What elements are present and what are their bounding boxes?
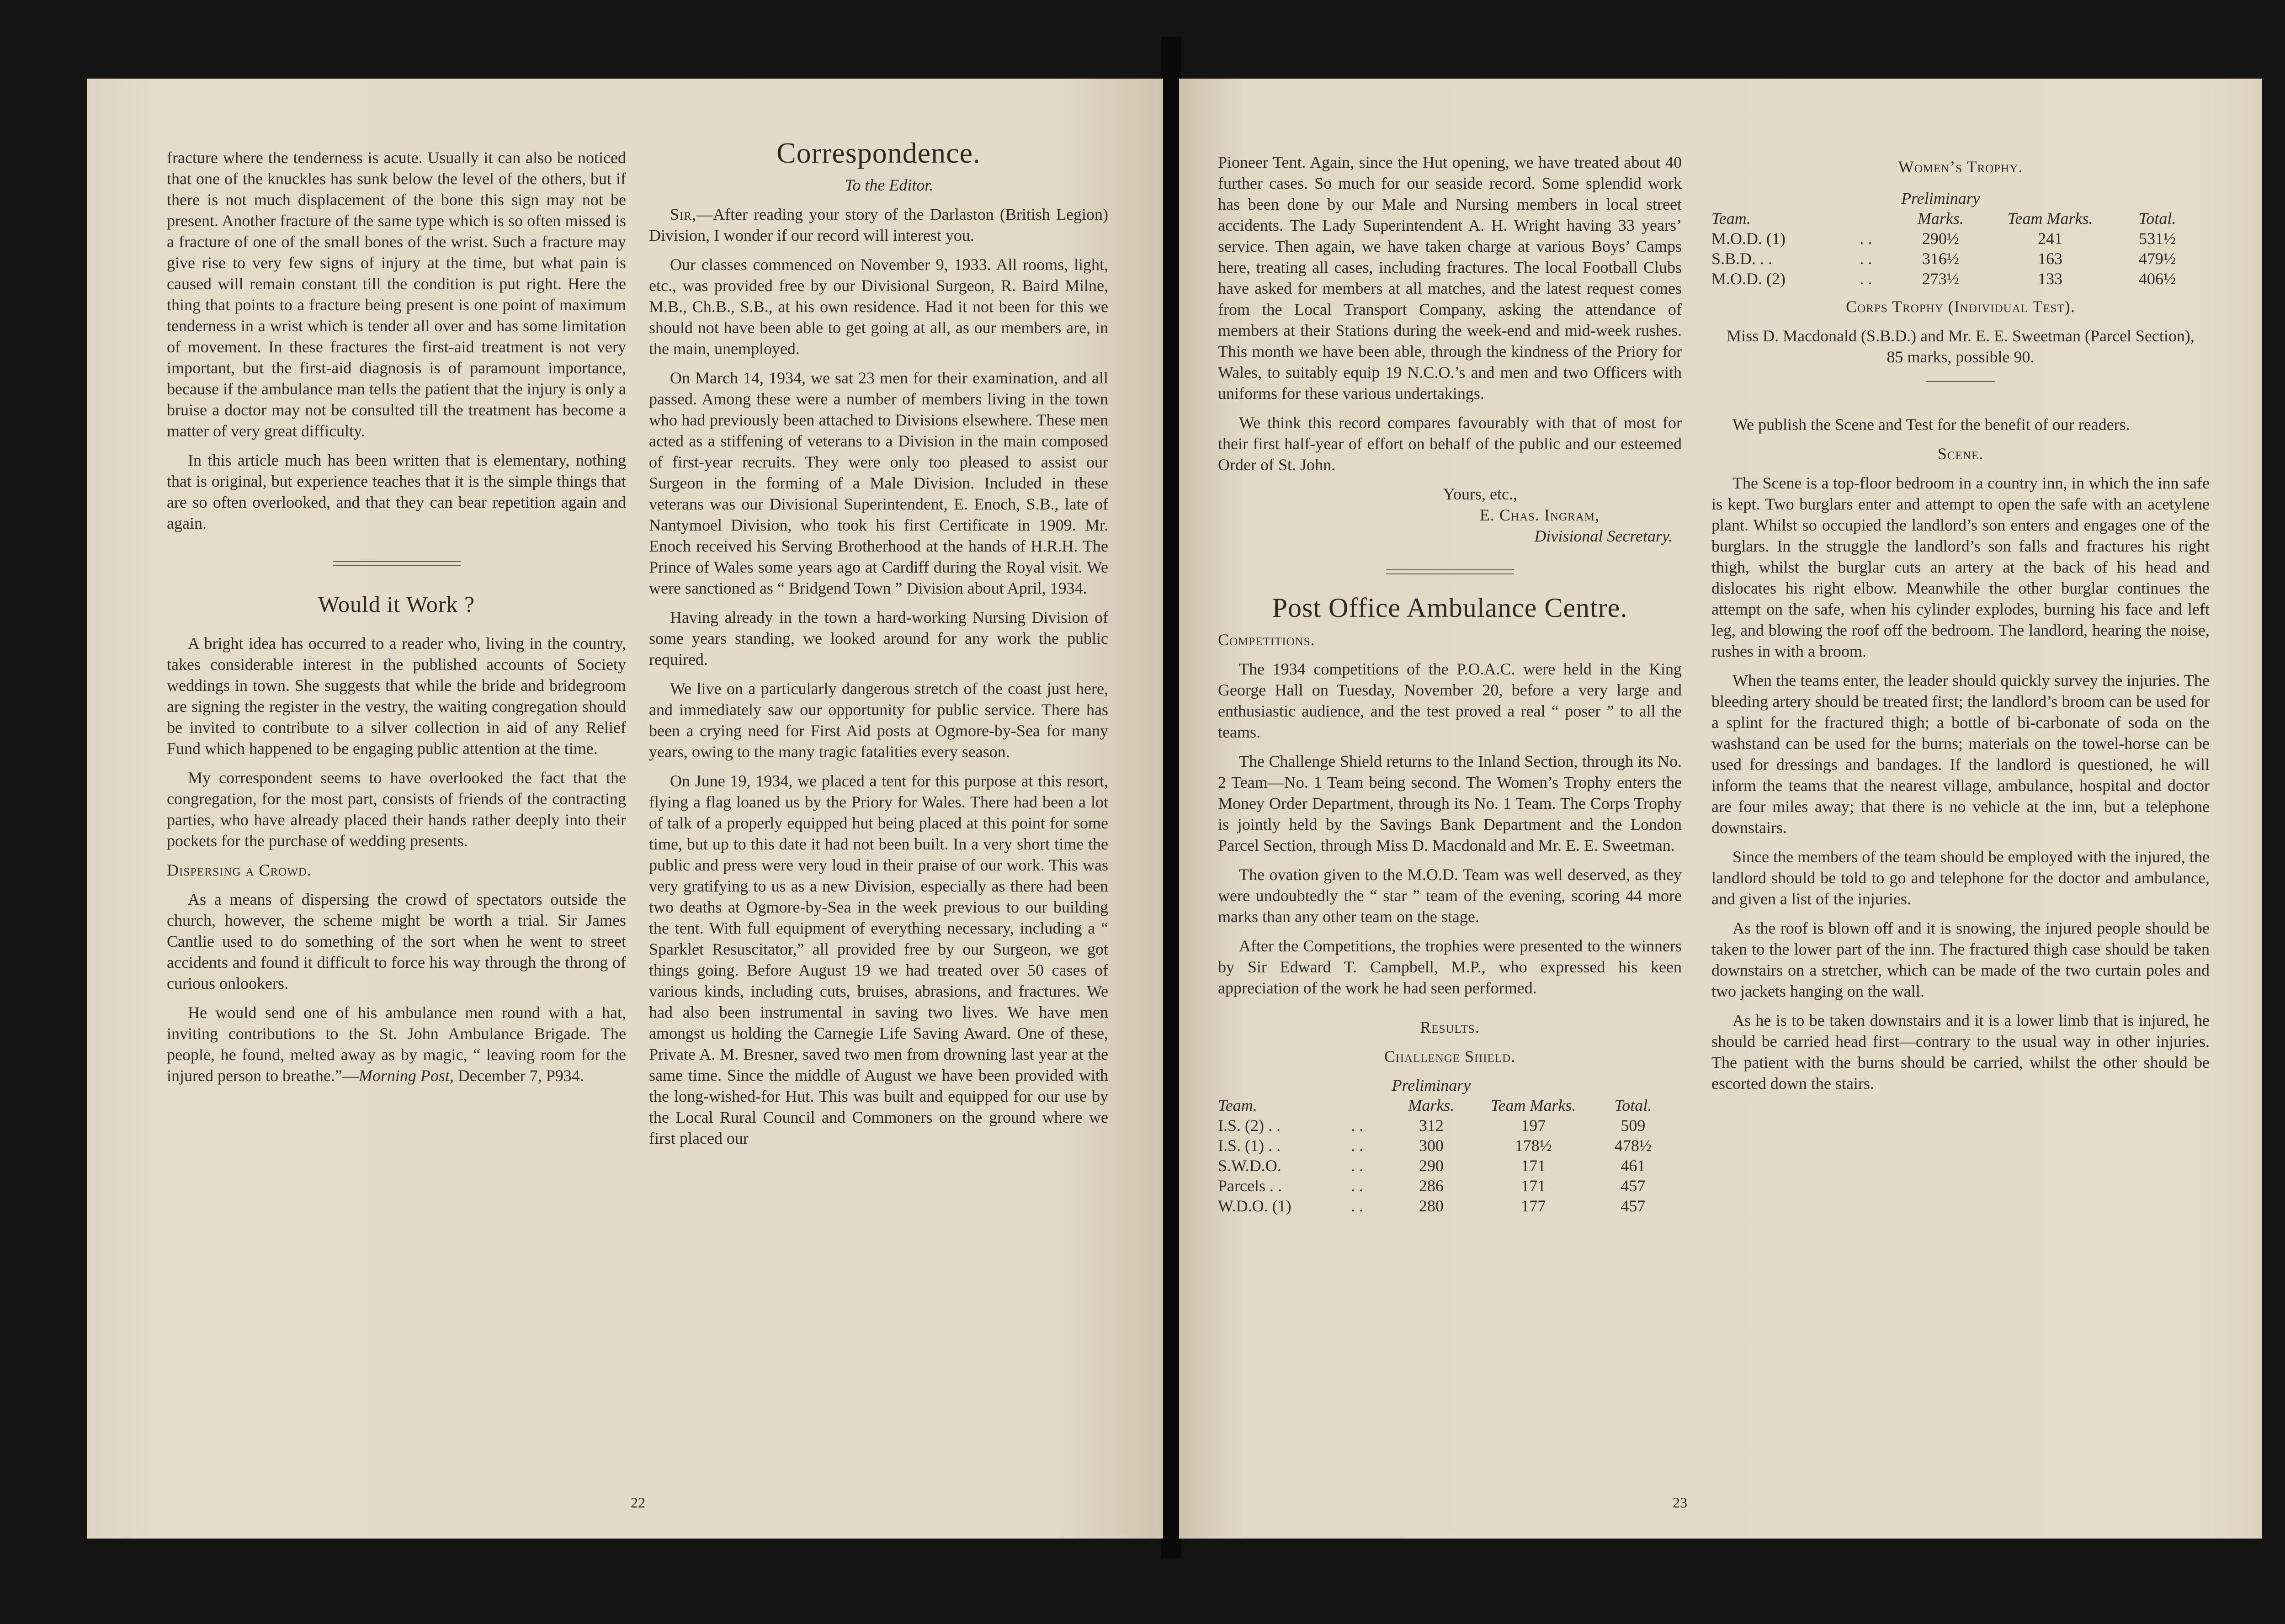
corps-trophy-text: Miss D. Macdonald (S.B.D.) and Mr. E. E. Sweetman (Parcel Section), 85 marks, possible 90.	[1727, 327, 2195, 366]
source-citation: Morning Post,	[358, 1067, 454, 1085]
left-page-column-2	[649, 137, 1108, 1157]
cell-preliminary: 300	[1419, 1136, 1444, 1155]
paragraph: We publish the Scene and Test for the benefit of our readers.	[1732, 415, 2130, 434]
paragraph: As he is to be taken downstairs and it is a lower limb that is injured, he should be carried head first—contrary to the usual way in other injuries. The patient with the burns should be carried, whilst the other should be escorted down the stairs.	[1711, 1011, 2210, 1093]
single-rule-divider	[1926, 381, 1995, 382]
cell-dots: . .	[1351, 1116, 1363, 1135]
table-row	[1218, 1176, 1682, 1196]
cell-total: 509	[1621, 1116, 1646, 1135]
table-row	[1218, 1156, 1682, 1176]
cell-team-marks: 133	[2038, 270, 2063, 288]
paragraph	[649, 204, 1108, 246]
cell-dots: . .	[1860, 229, 1872, 248]
cell-team: W.D.O. (1)	[1218, 1197, 1291, 1215]
double-rule-divider	[1386, 569, 1514, 574]
challenge-shield-table	[1218, 1075, 1682, 1216]
cell-total: 531½	[2139, 229, 2176, 248]
paragraph: When the teams enter, the leader should quickly survey the injuries. The bleeding artery should be treated first; the landlord’s broom can be used for a splint for the fractured thigh; a bottle of bi-carbonate of soda on the washstand can be used for the burns; materials on the towel-horse can be used for dressings and bandages. If the landlord is questioned, he will inform the teams that the nearest village, ambulance, hospital and doctor are four miles away; that there is no vehicle at the inn, but a telephone downstairs.	[1711, 671, 2210, 837]
salutation-sir: Sir,	[670, 205, 697, 223]
paragraph: fracture where the tenderness is acute. Usually it can also be noticed that one of the knuckles has sunk below the level of the others, but if there is not much displacement of the bone this sign may not be present. Another fracture of the same type which is so often missed is a fracture of one of the small bones of the wrist. Such a fracture may give rise to very few signs of injury at the time, but what pain is caused will remain constant till the condition is put right. Here the thing that points to a fracture being present is one point of maximum tenderness in a wrist which is tender all over and has some limitation of movement. In these fractures the first-aid treatment is not very important, but the first-aid diagnosis is of paramount importance, because if the ambulance man tells the patient that the injury is only a bruise a doctor may not be consulted till the treatment has become a matter of very great difficulty.	[167, 149, 626, 440]
cell-preliminary: 273½	[1922, 270, 1959, 288]
table-header-row	[1218, 1075, 1682, 1115]
cell-team: M.O.D. (1)	[1711, 229, 1785, 248]
column-header-preliminary: Preliminary Marks.	[1901, 189, 1980, 228]
double-rule-divider	[333, 561, 461, 566]
paragraph: The 1934 competitions of the P.O.A.C. were held in the King George Hall on Tuesday, November 20, before a very large and enthusiastic audience, and the test proved a real “ poser ” to all the teams.	[1218, 660, 1682, 741]
table-row	[1711, 269, 2210, 289]
cell-total: 461	[1621, 1157, 1646, 1175]
cell-total: 406½	[2139, 270, 2176, 288]
left-page-column-1	[167, 147, 626, 1094]
paragraph-text: He would send one of his ambulance men round with a hat, inviting contributions to the St. John Ambulance Brigade. The people, he found, melted away as by magic, “ leaving room for the injured person to breathe.”—	[167, 1003, 626, 1085]
column-header-spacer	[1846, 188, 1886, 228]
cell-total: 478½	[1614, 1136, 1652, 1155]
cell-team-marks: 171	[1521, 1157, 1546, 1175]
right-page-column-1	[1218, 152, 1682, 1223]
paragraph: The Challenge Shield returns to the Inland Section, through its No. 2 Team—No. 1 Team being second. The Women’s Trophy enters the Money Order Department, through its No. 1 Team. The Corps Trophy is jointly held by the Savings Bank Department and the London Parcel Section, through Miss D. Macdonald and Mr. E. E. Sweetman.	[1218, 752, 1682, 854]
cell-team-marks: 178½	[1514, 1136, 1552, 1155]
right-page-column-2	[1711, 156, 2210, 1102]
paragraph: Our classes commenced on November 9, 1933. All rooms, light, etc., was provided free by our Divisional Surgeon, R. Baird Milne, M.B., Ch.B., S.B., at his own residence. Had it not been for this we should not have been able to get going at all, as our members are, in the main, unemployed.	[649, 255, 1108, 358]
cell-dots: . .	[1351, 1197, 1363, 1215]
paragraph: As the roof is blown off and it is snowing, the injured people should be taken to the lower part of the inn. The fractured thigh case should be taken downstairs on a stretcher, which can be made of the two curtain poles and two jackets hanging on the wall.	[1711, 919, 2210, 1000]
cell-team-marks: 197	[1521, 1116, 1546, 1135]
cell-preliminary: 290	[1419, 1157, 1444, 1175]
paragraph: As a means of dispersing the crowd of spectators outside the church, however, the scheme might be worth a trial. Sir James Cantlie used to do something of the sort when he went to street accidents and found it difficult to force his way through the throng of curious onlookers.	[167, 890, 626, 992]
cell-total: 457	[1621, 1197, 1646, 1215]
cell-preliminary: 286	[1419, 1177, 1444, 1195]
letter-signoff	[1218, 483, 1682, 547]
cell-team: I.S. (1) . .	[1218, 1136, 1281, 1155]
cell-team: S.W.D.O.	[1218, 1157, 1281, 1175]
cell-dots: . .	[1860, 270, 1872, 288]
page-number: 23	[1673, 1494, 1687, 1511]
paragraph: On March 14, 1934, we sat 23 men for their examination, and all passed. Among these were a number of members living in the town who had previously been attached to Divisions elsewhere. These men acted as a stiffening of veterans to a Division in the main composed of first-year recruits. They were only too pleased to assist our Surgeon in the forming of a Male Division. Included in these veterans was our Divisional Superintendent, E. Enoch, S.B., late of Nantymoel Division, who took his first Certificate in 1909. Mr. Enoch received his Serving Brotherhood at the hands of H.R.H. The Prince of Wales some years ago at Cardiff during the Royal visit. We were sanctioned as “ Bridgend Town ” Division about April, 1934.	[649, 369, 1108, 597]
column-header-team: Team.	[1711, 209, 1751, 228]
cell-team-marks: 177	[1521, 1197, 1546, 1215]
column-header-team-marks: Team Marks.	[1490, 1096, 1576, 1115]
cell-preliminary: 312	[1419, 1116, 1444, 1135]
paragraph: On June 19, 1934, we placed a tent for this purpose at this resort, flying a flag loaned us by the Priory for Wales. There had been a lot of talk of a properly equipped hut being placed at this point for some time, but up to this date it had not been built. In a very short time the public and press were very loud in their praise of our work. This was very gratifying to us as a new Division, especially as there had been two deaths at Ogmore-by-Sea in the week previous to our building the tent. With full equipment of everything necessary, including a “ Sparklet Resuscitator,” all provided free by our Surgeon, we got things going. Before August 19 we had treated over 50 cases of various kinds, including cuts, bruises, abrasions, and fractures. We had also been instrumental in saving two lives. We have men amongst us holding the Carnegie Life Saving Award. One of these, Private A. M. Bresner, saved two men from drowning last year at the same time. Since the middle of August we have been provided with the long-wished-for Hut. This was built and equipped for our use by the Local Rural Council and Commoners on the ground where we first placed our	[649, 772, 1108, 1147]
paragraph: After the Competitions, the trophies were presented to the winners by Sir Edward T. Campbell, M.P., who expressed his keen appreciation of the work he had seen performed.	[1218, 937, 1682, 997]
cell-dots: . .	[1351, 1177, 1363, 1195]
table-row	[1218, 1115, 1682, 1136]
column-header-spacer	[1334, 1075, 1381, 1115]
table-row	[1711, 228, 2210, 249]
paragraph	[167, 1002, 626, 1086]
cell-team-marks: 163	[2038, 249, 2063, 268]
paragraph: In this article much has been written that is elementary, nothing that is original, but experience teaches that it is the simple things that are so often overlooked, and that they can bear repetition again and again.	[167, 451, 626, 532]
column-header-team-marks: Team Marks.	[2007, 209, 2093, 228]
citation-date: December 7, P934.	[453, 1067, 584, 1085]
paragraph: Having already in the town a hard-working Nursing Division of some years standing, we looked around for any work the public required.	[649, 608, 1108, 669]
table-header-row	[1711, 188, 2210, 228]
cell-preliminary: 280	[1419, 1197, 1444, 1215]
page-number: 22	[631, 1494, 645, 1511]
signoff-title: Divisional Secretary.	[1534, 527, 1673, 545]
column-header-total: Total.	[1614, 1096, 1652, 1115]
table-row	[1218, 1196, 1682, 1216]
cell-total: 457	[1621, 1177, 1646, 1195]
cell-dots: . .	[1351, 1157, 1363, 1175]
cell-preliminary: 316½	[1922, 249, 1959, 268]
right-page	[1179, 79, 2262, 1539]
cell-team-marks: 241	[2038, 229, 2063, 248]
paragraph: Pioneer Tent. Again, since the Hut opening, we have treated about 40 further cases. So much for our seaside record. Some splendid work has been done by our Male and Nursing members in local street accidents. The Lady Superintendent A. H. Wright having 33 years’ service. Then again, we have taken charge at various Boys’ Camps here, treating all cases, including fractures. The local Football Clubs have asked for members at all matches, and the latest request comes from the Local Transport Company, asking the attendance of members at their Stations during the week-end and mid-week rushes. This month we have been able, through the kindness of the Priory for Wales, to suitably equip 19 N.C.O.’s and men and two Officers with uniforms for these various undertakings.	[1218, 153, 1682, 403]
cell-team: M.O.D. (2)	[1711, 270, 1785, 288]
article-heading-correspondence: Correspondence.	[776, 137, 981, 169]
left-page	[87, 79, 1163, 1539]
subheading-competitions: Competitions.	[1218, 631, 1315, 649]
column-header-total: Total.	[2138, 209, 2176, 228]
table-row	[1711, 249, 2210, 269]
challenge-shield-title: Challenge Shield.	[1384, 1047, 1516, 1066]
signoff-yours: Yours, etc.,	[1443, 485, 1517, 503]
table-row	[1218, 1136, 1682, 1156]
corps-trophy-title: Corps Trophy (Individual Test).	[1846, 297, 2075, 316]
paragraph-text: —After reading your story of the Darlaston (British Legion) Division, I wonder if our record will interest you.	[649, 205, 1108, 244]
cell-preliminary: 290½	[1922, 229, 1959, 248]
paragraph: A bright idea has occurred to a reader who, living in the country, takes considerable interest in the published accounts of Society weddings in town. She suggests that while the bride and bridegroom are signing the register in the vestry, the waiting congregation should be invited to contribute to a silver collection in aid of any Relief Fund which happened to be engaging public attention at the time.	[167, 634, 626, 758]
cell-team: I.S. (2) . .	[1218, 1116, 1281, 1135]
paragraph: My correspondent seems to have overlooked the fact that the congregation, for the most part, consists of friends of the contracting parties, who have already placed their hands rather deeply into their pockets for the purchase of wedding presents.	[167, 769, 626, 850]
cell-team: S.B.D. . .	[1711, 249, 1773, 268]
cell-team-marks: 171	[1521, 1177, 1546, 1195]
results-title: Results.	[1420, 1018, 1480, 1036]
paragraph: We think this record compares favourably with that of most for their first half-year of effort on behalf of the public and our esteemed Order of St. John.	[1218, 414, 1682, 474]
column-header-team: Team.	[1218, 1096, 1257, 1115]
scene-title: Scene.	[1937, 445, 1984, 463]
column-header-preliminary: Preliminary Marks.	[1392, 1076, 1471, 1115]
cell-team: Parcels . .	[1218, 1177, 1282, 1195]
book-gutter	[1161, 37, 1181, 1558]
paragraph: The Scene is a top-floor bedroom in a country inn, in which the inn safe is kept. Two burglars enter and attempt to open the safe with an acetylene plant. Whilst so occupied the landlord’s son enters and engages one of the burglars. In the struggle the landlord’s son falls and fractures his right thigh, whilst the burglar cuts an artery at the back of his head and dislocates his right elbow. Meanwhile the other burglar continues the attempt on the safe, when his cylinder explodes, burning his face and left leg, and blowing the roof off the bedroom. The landlord, hearing the noise, rushes in with a broom.	[1711, 474, 2210, 660]
cell-dots: . .	[1351, 1136, 1363, 1155]
signoff-name: E. Chas. Ingram,	[1479, 506, 1600, 524]
article-heading-post-office-ambulance: Post Office Ambulance Centre.	[1272, 593, 1628, 623]
cell-total: 479½	[2139, 249, 2176, 268]
salutation-to-editor: To the Editor.	[845, 176, 934, 194]
paragraph: The ovation given to the M.O.D. Team was well deserved, as they were undoubtedly the “ star ” team of the evening, scoring 44 more marks than any other team on the stage.	[1218, 865, 1682, 926]
article-heading-would-it-work: Would it Work ?	[318, 591, 475, 617]
cell-dots: . .	[1860, 249, 1872, 268]
womens-trophy-title: Women’s Trophy.	[1898, 158, 2023, 176]
paragraph: We live on a particularly dangerous stretch of the coast just here, and immediately saw our opportunity for public service. There has been a crying need for First Aid posts at Ogmore-by-Sea for many years, owing to the many tragic fatalities every season.	[649, 679, 1108, 761]
subheading-dispersing-a-crowd: Dispersing a Crowd.	[167, 861, 312, 879]
paragraph: Since the members of the team should be employed with the injured, the landlord should be told to go and telephone for the doctor and ambulance, and given a list of the injuries.	[1711, 848, 2210, 908]
womens-trophy-table	[1711, 188, 2210, 289]
